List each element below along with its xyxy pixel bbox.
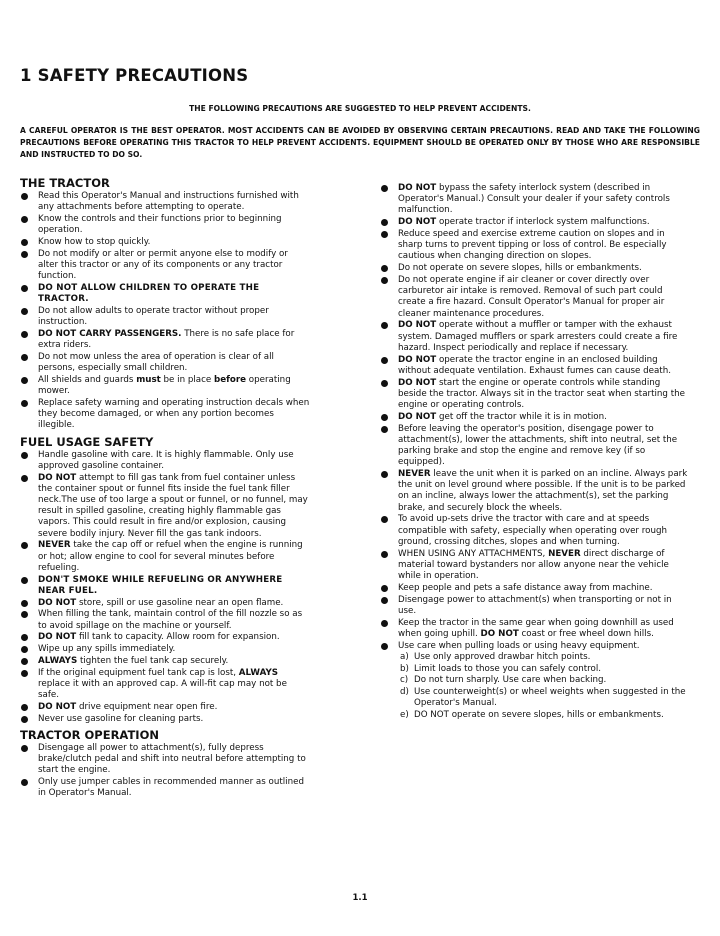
item-text: Do not operate on severe slopes, hills or embankments. bbox=[398, 263, 642, 274]
item-emphasis: DO NOT bbox=[38, 597, 77, 608]
list-item bbox=[380, 583, 690, 594]
sub-item-text: Use counterweight(s) or wheel weights when suggested in the Operator's Manual. bbox=[414, 687, 686, 709]
list-item bbox=[20, 329, 310, 351]
item-text: operating mower. bbox=[38, 375, 291, 397]
item-text: operate without a muffler or tamper with the exhaust system. Damaged mufflers or spark arresters could create a fire hazard. Inspect periodically and replace if necessary. bbox=[398, 320, 678, 353]
operation-list bbox=[20, 743, 310, 800]
item-text: operate tractor if interlock system malfunctions. bbox=[436, 217, 650, 228]
list-item bbox=[380, 595, 690, 617]
list-item bbox=[20, 283, 310, 305]
sub-list bbox=[398, 652, 690, 722]
list-item bbox=[20, 714, 310, 725]
sub-item-text: DO NOT operate on severe slopes, hills or embankments. bbox=[414, 710, 664, 721]
item-emphasis: before bbox=[213, 375, 247, 385]
item-text: WHEN USING ANY ATTACHMENTS, bbox=[398, 548, 549, 559]
list-item bbox=[380, 378, 690, 412]
item-text: DON'T SMOKE WHILE REFUELING OR ANYWHERE NEAR FUEL. bbox=[38, 574, 283, 596]
list-item bbox=[380, 514, 690, 548]
right-column bbox=[380, 183, 690, 724]
item-text: Know the controls and their functions prior to beginning operation. bbox=[38, 214, 282, 236]
item-emphasis: DO NOT bbox=[38, 632, 77, 643]
item-text: Disengage all power to attachment(s), fully depress brake/clutch pedal and shift into neutral before attempting to start the engine. bbox=[38, 743, 306, 776]
item-text: Use care when pulling loads or using heavy equipment. bbox=[398, 640, 640, 651]
list-item bbox=[20, 644, 310, 655]
item-text: Reduce speed and exercise extreme caution on slopes and in sharp turns to prevent tipping or loss of control. Be especially cautious when changing direction on slopes. bbox=[398, 229, 667, 262]
item-text: Wipe up any spills immediately. bbox=[38, 644, 176, 655]
item-emphasis: ALWAYS bbox=[238, 667, 279, 678]
list-item bbox=[20, 237, 310, 248]
subtitle: THE FOLLOWING PRECAUTIONS ARE SUGGESTED TO HELP PREVENT ACCIDENTS. bbox=[189, 104, 531, 113]
list-item bbox=[20, 473, 310, 540]
list-item bbox=[20, 249, 310, 283]
item-text: coast or free wheel down hills. bbox=[518, 628, 654, 639]
item-text: Do not mow unless the area of operation is clear of all persons, especially small children. bbox=[38, 352, 274, 374]
item-text: leave the unit when it is parked on an incline. Always park the unit on level ground where possible. If the unit is to be parked on an incline, always lower the attachment(s), set the parking brake, and securely block the wheels. bbox=[398, 469, 688, 513]
list-item bbox=[20, 450, 310, 472]
item-text: be in place bbox=[160, 375, 214, 385]
item-emphasis: ALWAYS bbox=[38, 656, 78, 667]
item-text: drive equipment near open fire. bbox=[76, 702, 218, 713]
sub-item-letter: e) bbox=[400, 710, 409, 721]
item-text: Know how to stop quickly. bbox=[38, 237, 151, 247]
list-item bbox=[20, 306, 310, 328]
list-item bbox=[20, 352, 310, 374]
item-text: Read this Operator's Manual and instructions furnished with any attachments before attempting to operate. bbox=[38, 191, 299, 213]
item-text: Do not operate engine if air cleaner or cover directly over carburetor air intake is removed. Removal of such part could create a fire hazard. Consult Operator's Manual for proper air cleaner maintenance procedures. bbox=[398, 275, 665, 319]
list-item bbox=[380, 412, 690, 423]
item-emphasis: DO NOT CARRY PASSENGERS. bbox=[38, 329, 182, 339]
list-item bbox=[380, 320, 690, 354]
item-text: tighten the fuel tank cap securely. bbox=[77, 656, 229, 667]
list-item bbox=[20, 743, 310, 777]
sub-list-item bbox=[398, 675, 690, 686]
section-heading-tractor: THE TRACTOR bbox=[20, 176, 110, 190]
item-emphasis: DO NOT bbox=[398, 320, 437, 331]
item-emphasis: DO NOT bbox=[398, 183, 437, 193]
page-number: 1.1 bbox=[352, 893, 368, 903]
item-text: operate the tractor engine in an enclosed building without adequate ventilation. Exhaust fumes can cause death. bbox=[398, 354, 671, 376]
item-text: All shields and guards bbox=[38, 375, 137, 385]
item-text: Keep people and pets a safe distance away from machine. bbox=[398, 582, 653, 593]
item-text: Do not modify or alter or permit anyone else to modify or alter this tractor or any of its components or any tractor function. bbox=[38, 248, 288, 282]
sub-item-letter: b) bbox=[400, 663, 409, 674]
tractor-list bbox=[20, 191, 310, 432]
list-item bbox=[20, 777, 310, 799]
operation-list-continued bbox=[380, 183, 690, 721]
item-text: take the cap off or refuel when the engine is running or hot; allow engine to cool for several minutes before refueling. bbox=[38, 540, 303, 573]
sub-list-item bbox=[398, 664, 690, 675]
list-item bbox=[20, 398, 310, 432]
item-emphasis: DO NOT bbox=[398, 217, 437, 228]
item-text: Disengage power to attachment(s) when transporting or not in use. bbox=[398, 594, 672, 616]
item-text: If the original equipment fuel tank cap is lost, bbox=[38, 667, 239, 678]
sub-item-text: Use only approved drawbar hitch points. bbox=[414, 651, 591, 662]
item-emphasis: DO NOT bbox=[38, 472, 77, 483]
item-text: attempt to fill gas tank from fuel container unless the container spout or funnel fits inside the fuel tank filler neck.The use of too large a spout or funnel, or no funnel, may result in spilled gasoline, creating highly flammable gas vapors. This could result in fire and/or explosion, causing severe bodily injury. Never fill the gas tank indoors. bbox=[38, 472, 308, 539]
list-item bbox=[380, 217, 690, 228]
list-item bbox=[380, 618, 690, 640]
item-emphasis: NEVER bbox=[398, 469, 431, 480]
fuel-list bbox=[20, 450, 310, 725]
list-item bbox=[380, 355, 690, 377]
item-text: fill tank to capacity. Allow room for expansion. bbox=[76, 632, 280, 643]
left-column bbox=[20, 176, 310, 803]
list-item bbox=[20, 214, 310, 236]
item-text: get off the tractor while it is in motion. bbox=[436, 411, 607, 422]
sub-item-letter: c) bbox=[400, 675, 409, 686]
item-text: store, spill or use gasoline near an open flame. bbox=[76, 597, 284, 608]
list-item bbox=[20, 632, 310, 643]
sub-item-text: Limit loads to those you can safely control. bbox=[414, 663, 602, 674]
item-text: direct discharge of material toward bystanders nor allow anyone near the vehicle while in operation. bbox=[398, 548, 669, 582]
sub-list-item bbox=[398, 710, 690, 721]
item-text: There is no safe place for extra riders. bbox=[38, 329, 295, 351]
section-heading-fuel: FUEL USAGE SAFETY bbox=[20, 434, 154, 449]
list-item bbox=[380, 263, 690, 274]
list-item bbox=[380, 641, 690, 722]
sub-item-letter: d) bbox=[400, 687, 409, 698]
item-text: Only use jumper cables in recommended manner as outlined in Operator's Manual. bbox=[38, 777, 304, 799]
list-item bbox=[20, 191, 310, 213]
list-item bbox=[20, 702, 310, 713]
item-text: To avoid up-sets drive the tractor with care and at speeds compatible with safety, especially when operating over rough ground, crossing ditches, slopes and when turning. bbox=[398, 514, 667, 547]
item-emphasis: must bbox=[136, 375, 161, 385]
item-emphasis: DO NOT bbox=[398, 377, 437, 388]
item-emphasis: DO NOT bbox=[480, 628, 519, 639]
item-emphasis: DO NOT bbox=[398, 354, 437, 365]
item-text: Replace safety warning and operating instruction decals when they become damaged, or when any portion becomes illegible. bbox=[38, 398, 310, 431]
intro-paragraph: A CAREFUL OPERATOR IS THE BEST OPERATOR. MOST ACCIDENTS CAN BE AVOIDED BY OBSERVING CERTAIN PRECAUTIONS. READ AND TAKE THE FOLLOWING PRECAUTIONS BEFORE OPERATING THIS TRACTOR TO HELP PREVENT ACCIDENTS. EQUIPMENT SHOULD BE OPERATED ONLY BY THOSE WHO ARE RESPONSIBLE AND INSTRUCTED TO DO SO. bbox=[20, 126, 700, 159]
item-text: start the engine or operate controls while standing beside the tractor. Always sit in the tractor seat when starting the engine or operating controls. bbox=[398, 377, 685, 411]
item-text: bypass the safety interlock system (described in Operator's Manual.) Consult your dealer if your safety controls malfunction. bbox=[398, 183, 670, 216]
item-text: Never use gasoline for cleaning parts. bbox=[38, 713, 204, 724]
list-item bbox=[20, 668, 310, 702]
list-item bbox=[20, 575, 310, 597]
sub-list-item bbox=[398, 687, 690, 709]
item-text: DO NOT ALLOW CHILDREN TO OPERATE THE TRACTOR. bbox=[38, 283, 260, 305]
sub-item-text: Do not turn sharply. Use care when backing. bbox=[414, 675, 607, 686]
list-item bbox=[20, 656, 310, 667]
sub-list-item bbox=[398, 652, 690, 663]
page-title: 1 SAFETY PRECAUTIONS bbox=[20, 66, 249, 85]
item-emphasis: NEVER bbox=[38, 540, 71, 551]
item-text: Do not allow adults to operate tractor without proper instruction. bbox=[38, 306, 269, 328]
sub-item-letter: a) bbox=[400, 651, 409, 662]
item-text: Keep the tractor in the same gear when going downhill as used when going uphill. bbox=[398, 617, 674, 639]
section-heading-operation: TRACTOR OPERATION bbox=[20, 728, 159, 743]
list-item bbox=[20, 375, 310, 397]
list-item bbox=[380, 183, 690, 217]
list-item bbox=[380, 549, 690, 583]
list-item bbox=[380, 275, 690, 320]
list-item bbox=[380, 229, 690, 263]
list-item bbox=[380, 424, 690, 469]
item-text: Handle gasoline with care. It is highly flammable. Only use approved gasoline container. bbox=[38, 449, 294, 471]
item-text: Before leaving the operator's position, disengage power to attachment(s), lower the attachments, shift into neutral, set the parking brake and stop the engine and remove key (if so equipped). bbox=[398, 423, 678, 468]
item-emphasis: DO NOT bbox=[398, 411, 437, 422]
item-emphasis: NEVER bbox=[548, 548, 581, 559]
list-item bbox=[20, 598, 310, 609]
list-item bbox=[380, 469, 690, 514]
item-text: replace it with an approved cap. A will-fit cap may not be safe. bbox=[38, 679, 287, 701]
list-item bbox=[20, 540, 310, 574]
list-item bbox=[20, 609, 310, 631]
item-emphasis: DO NOT bbox=[38, 702, 77, 713]
item-text: When filling the tank, maintain control of the fill nozzle so as to avoid spillage on the machine or yourself. bbox=[38, 609, 303, 631]
